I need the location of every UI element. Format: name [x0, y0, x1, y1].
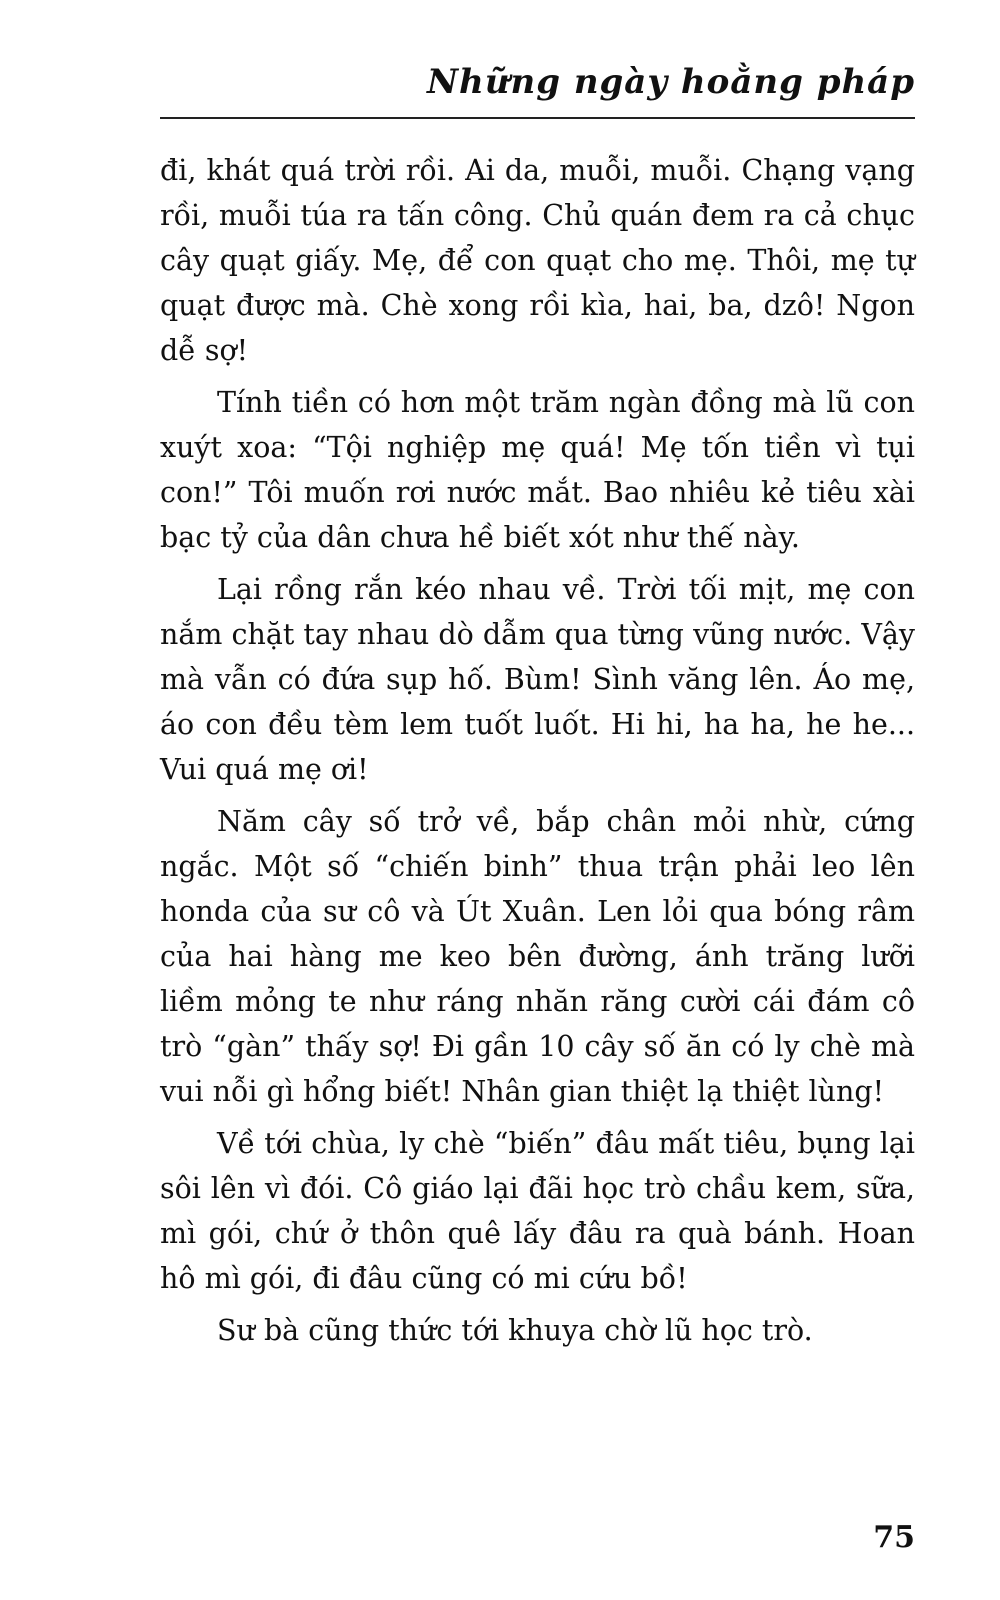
- paragraph-4: Năm cây số trở về, bắp chân mỏi nhừ, cứng ngắc. Một số “chiến binh” thua trận phải leo lên honda của sư cô và Út Xuân. Len lỏi qua bóng râm của hai hàng me keo bên đường, ánh trăng lưỡi liềm mỏng te như ráng nhăn răng cười cái đám cô trò “gàn” thấy sợ! Đi gần 10 cây số ăn có ly chè mà vui nỗi gì hổng biết! Nhân gian thiệt lạ thiệt lùng!: [160, 805, 915, 1108]
- paragraph-1: đi, khát quá trời rồi. Ai da, muỗi, muỗi. Chạng vạng rồi, muỗi túa ra tấn công. Chủ quán đem ra cả chục cây quạt giấy. Mẹ, để con quạt cho mẹ. Thôi, mẹ tự quạt được mà. Chè xong rồi kìa, hai, ba, dzô! Ngon dễ sợ!: [160, 154, 915, 367]
- paragraph-5: Về tới chùa, ly chè “biến” đâu mất tiêu, bụng lại sôi lên vì đói. Cô giáo lại đãi học trò chầu kem, sữa, mì gói, chứ ở thôn quê lấy đâu ra quà bánh. Hoan hô mì gói, đi đâu cũng có mi cứu bồ!: [160, 1127, 915, 1295]
- header-divider: [160, 117, 915, 119]
- paragraph-2: Tính tiền có hơn một trăm ngàn đồng mà lũ con xuýt xoa: “Tội nghiệp mẹ quá! Mẹ tốn tiền vì tụi con!” Tôi muốn rơi nước mắt. Bao nhiêu kẻ tiêu xài bạc tỷ của dân chưa hề biết xót như thế này.: [160, 386, 915, 554]
- running-header-title: Những ngày hoằng pháp: [426, 62, 915, 102]
- paragraph-6: Sư bà cũng thức tới khuya chờ lũ học trò.: [217, 1314, 813, 1347]
- page-number: 75: [873, 1520, 915, 1555]
- body-text: [160, 148, 915, 1360]
- paragraph-3: Lại rồng rắn kéo nhau về. Trời tối mịt, mẹ con nắm chặt tay nhau dò dẫm qua từng vũng nước. Vậy mà vẫn có đứa sụp hố. Bùm! Sình văng lên. Áo mẹ, áo con đều tèm lem tuốt luốt. Hi hi, ha ha, he he... Vui quá mẹ ơi!: [160, 573, 915, 786]
